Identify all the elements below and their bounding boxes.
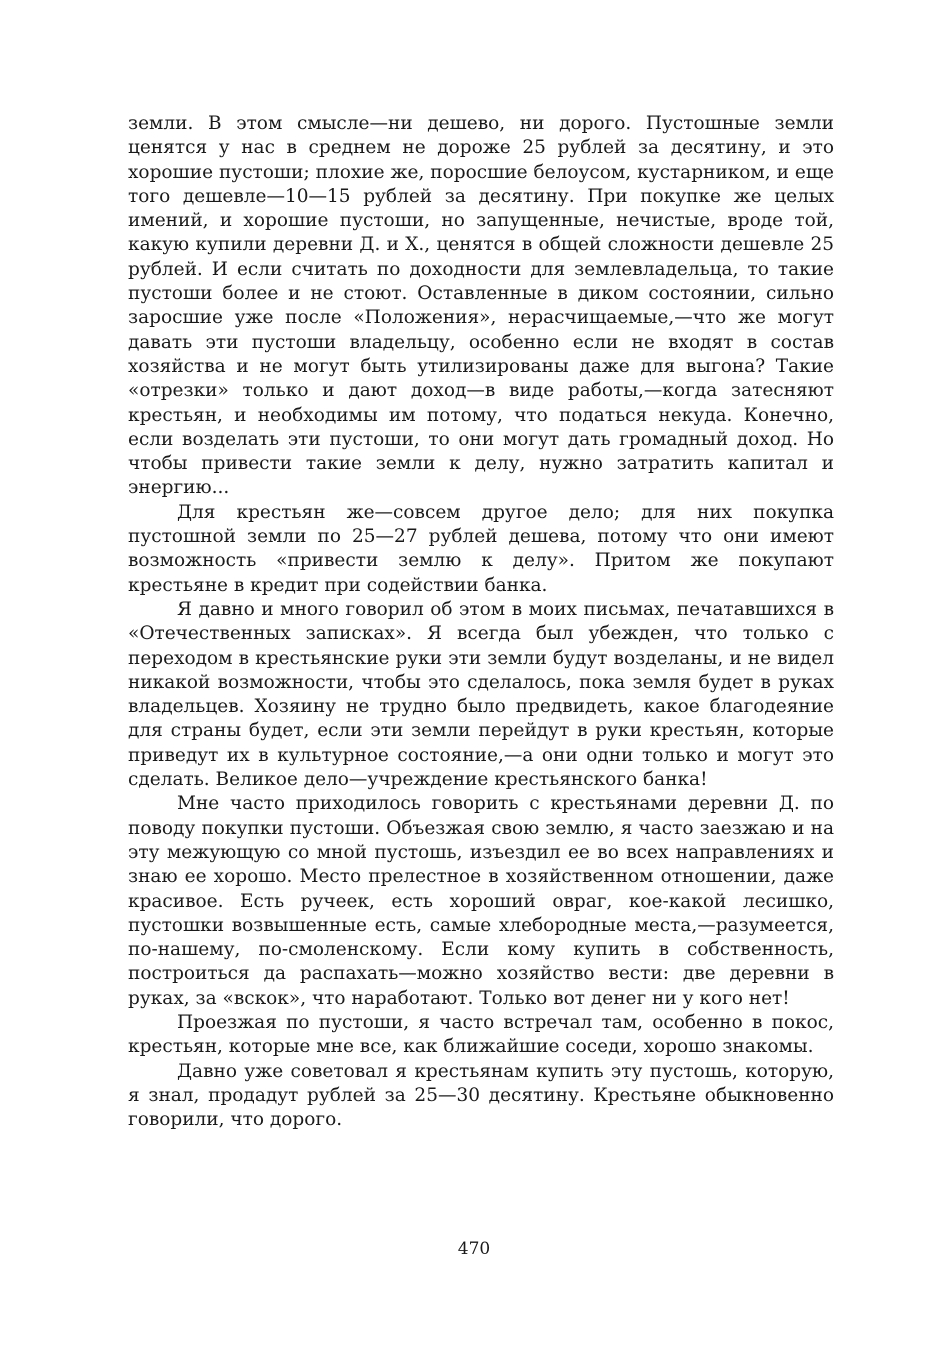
page-body <box>128 112 834 1132</box>
paragraph-3: Я давно и много говорил об этом в моих письмах, печатавшихся в «Отечественных записках». Я всегда был убежден, что только с переходом в крестьянские руки эти земли будут возделаны, и не видел никакой возможности, чтобы это сделалось, пока земля будет в руках владельцев. Хозяину не трудно было предвидеть, какое благодеяние для страны будет, если эти земли перейдут в руки крестьян, которые приведут их в культурное состояние,—а они одни только и могут это сделать. Великое дело—учреждение крестьянского банка! <box>128 598 834 791</box>
page-number: 470 <box>457 1239 491 1259</box>
paragraph-5: Проезжая по пустоши, я часто встречал там, особенно в покос, крестьян, которые мне все, как ближайшие соседи, хорошо знакомы. <box>128 1011 834 1058</box>
paragraph-2: Для крестьян же—совсем другое дело; для них покупка пустошной земли по 25—27 рублей дешева, потому что они имеют возможность «привести землю к делу». Притом же покупают крестьяне в кредит при содействии банка. <box>128 501 834 596</box>
paragraph-1: земли. В этом смысле—ни дешево, ни дорого. Пустошные земли ценятся у нас в среднем не дороже 25 рублей за десятину, и это хорошие пустоши; плохие же, поросшие белоусом, кустарником, и еще того дешевле—10—15 рублей за десятину. При покупке же целых имений, и хорошие пустоши, но запущенные, нечистые, вроде той, какую купили деревни Д. и Х., ценятся в общей сложности дешевле 25 рублей. И если считать по доходности для землевладельца, то такие пустоши более и не стоют. Оставленные в диком состоянии, сильно заросшие уже после «Положения», нерасчищаемые,—что же могут давать эти пустоши владельцу, особенно если не входят в состав хозяйства и не могут быть утилизированы даже для выгона? Такие «отрезки» только и дают доход—в виде работы,—когда затесняют крестьян, и необходимы им потому, что податься некуда. Конечно, если возделать эти пустоши, то они могут дать громадный доход. Но чтобы привести такие земли к делу, нужно затратить капитал и энергию... <box>128 113 834 499</box>
paragraph-6: Давно уже советовал я крестьянам купить эту пустошь, которую, я знал, продадут рублей за 25—30 десятину. Крестьяне обыкновенно говорили, что дорого. <box>128 1060 834 1131</box>
paragraph-4: Мне часто приходилось говорить с крестьянами деревни Д. по поводу покупки пустоши. Объезжая свою землю, я часто заезжаю и на эту межующую со мной пустошь, изъездил ее во всех направлениях и знаю ее хорошо. Место прелестное в хозяйственном отношении, даже красивое. Есть ручеек, есть хороший овраг, кое-какой лесишко, пустошки возвышенные есть, самые хлебородные места,—разумеется, по-нашему, по-смоленскому. Если кому купить в собственность, построиться да распахать—можно хозяйство вести: две деревни в руках, за «вскок», что наработают. Только вот денег ни у кого нет! <box>128 793 834 1009</box>
